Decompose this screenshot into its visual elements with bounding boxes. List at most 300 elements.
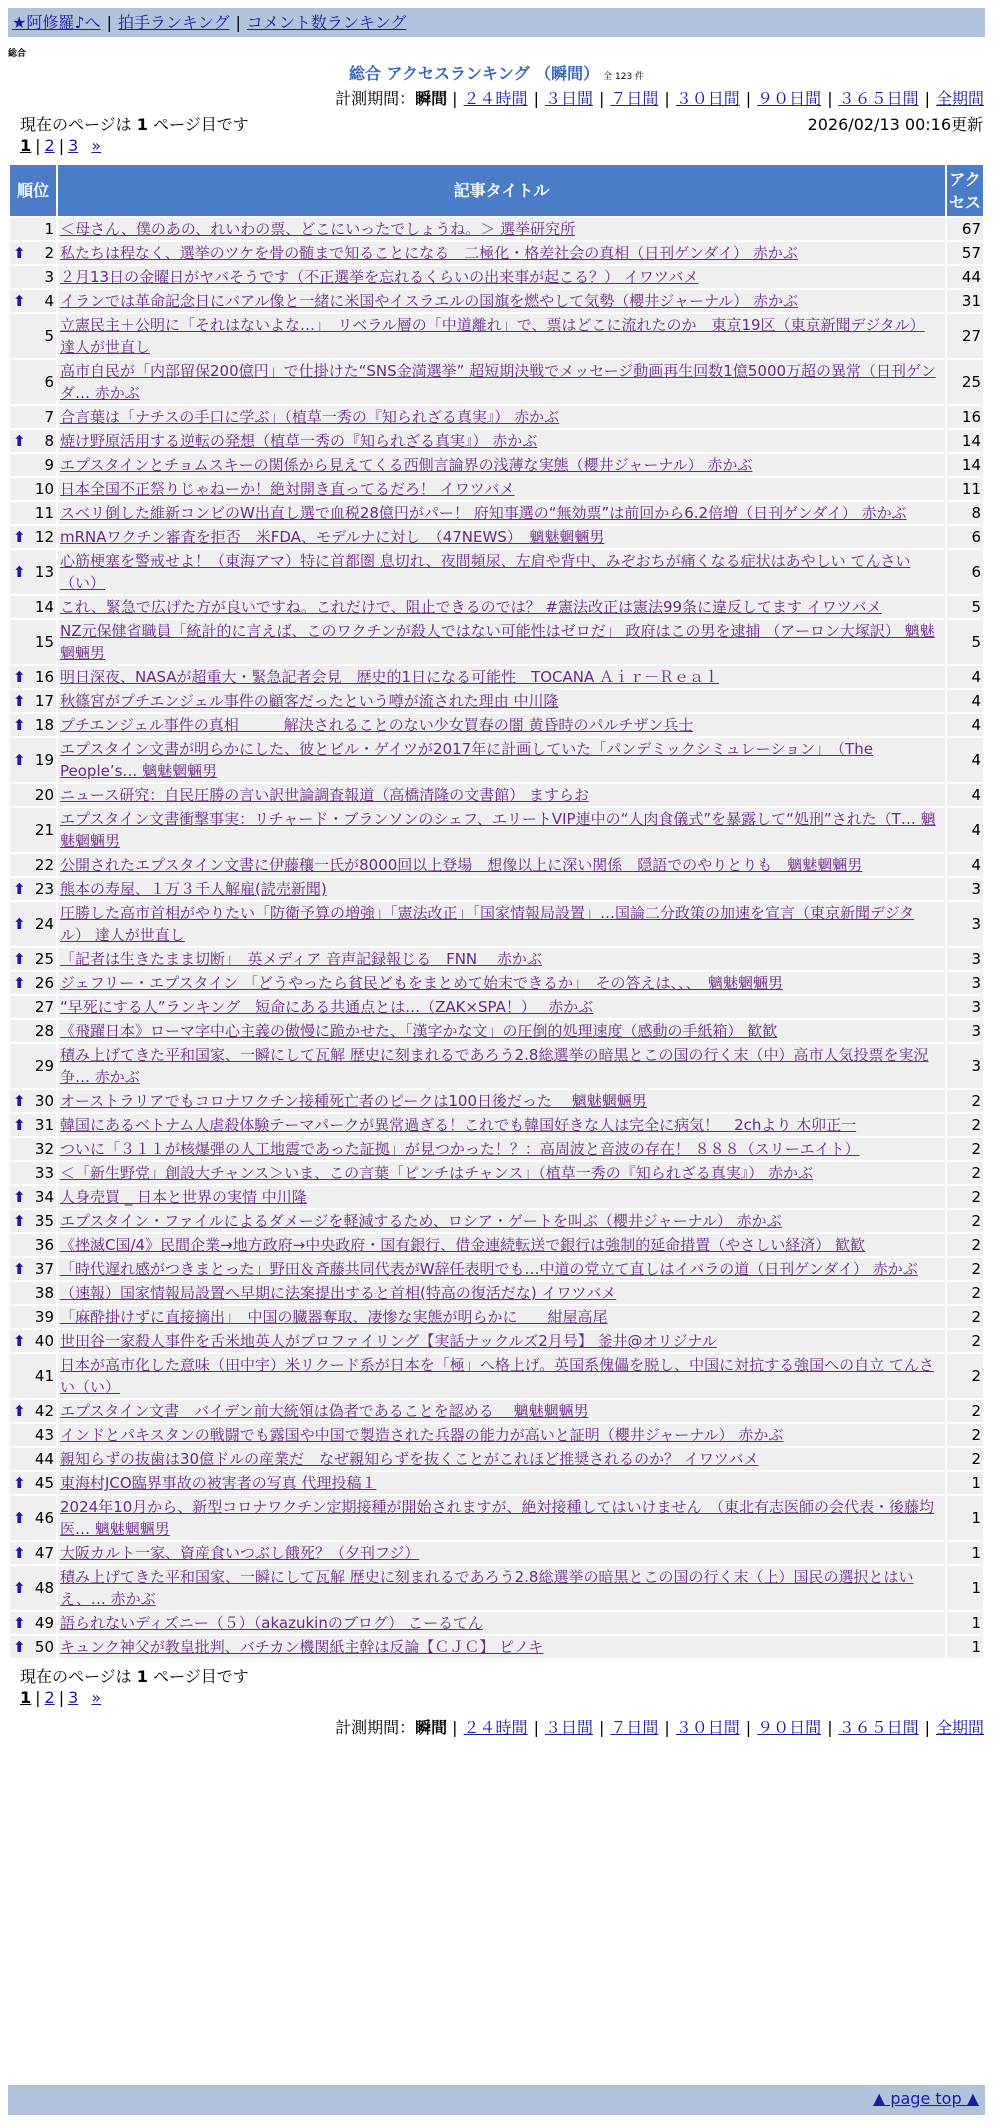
rank-number: 24 (34, 915, 54, 933)
article-link[interactable]: 積み上げてきた平和国家、一瞬にして瓦解 歴史に刻まれるであろう2.8総選挙の暗黒とこの国の行く末（中）高市人気投票を実況争… 赤かぶ (60, 1046, 929, 1086)
item-count: 全 123 件 (603, 72, 645, 82)
rank-number: 28 (34, 1022, 54, 1040)
article-link[interactable]: オーストラリアでもコロナワクチン接種死亡者のピークは100日後だった 魑魅魍魎男 (60, 1092, 647, 1110)
article-link[interactable]: ジェフリー・エプスタイン 「どうやったら貧民どもをまとめて始末できるか」 その答えは、、、 魑魅魍魎男 (60, 974, 783, 992)
pager-link-2[interactable]: 2 (44, 1688, 55, 1707)
rank-number: 35 (34, 1212, 54, 1230)
rank-cell (10, 1472, 56, 1494)
rank-cell (10, 1354, 56, 1398)
table-row (10, 550, 983, 594)
rank-number: 11 (34, 504, 54, 522)
rank-cell (10, 1612, 56, 1634)
current-page-number: 1 (136, 1667, 148, 1686)
table-row (10, 478, 983, 500)
table-row (10, 406, 983, 428)
title-cell (58, 478, 945, 500)
table-row (10, 1138, 983, 1160)
pager-link-2[interactable]: 2 (44, 136, 55, 155)
rank-number: 9 (44, 456, 54, 474)
title-cell (58, 808, 945, 852)
rank-number: 18 (34, 716, 54, 734)
pagination-bottom (20, 1688, 101, 1707)
title-cell (58, 1162, 945, 1184)
rank-up-arrow-icon: ⬆ (13, 1638, 26, 1656)
rank-number: 6 (44, 373, 54, 391)
table-row (10, 314, 983, 358)
article-link[interactable]: ＜「新生野党」創設大チャンス＞いま、この言葉「ピンチはチャンス」（植草一秀の『知られざる真実』） 赤かぶ (60, 1164, 813, 1182)
rank-up-arrow-icon: ⬆ (13, 432, 26, 450)
title-cell (58, 1090, 945, 1112)
table-row (10, 972, 983, 994)
period-link-90d[interactable]: ９０日間 (757, 1718, 822, 1737)
table-row (10, 902, 983, 946)
rank-number: 5 (44, 327, 54, 345)
rank-number: 48 (34, 1579, 54, 1597)
rank-up-arrow-icon: ⬆ (13, 563, 26, 581)
rank-cell (10, 666, 56, 688)
article-link[interactable]: 公開されたエプスタイン文書に伊藤穰一氏が8000回以上登場 想像以上に深い関係 隠語でのやりとりも 魑魅魍魎男 (60, 856, 863, 874)
current-page-number: 1 (136, 115, 148, 134)
period-link-24h[interactable]: ２４時間 (463, 1718, 528, 1737)
rank-number: 27 (34, 998, 54, 1016)
period-separator: | (827, 1718, 833, 1737)
title-cell (58, 878, 945, 900)
period-link-365d[interactable]: ３６５日間 (838, 1718, 919, 1737)
rank-up-arrow-icon: ⬆ (13, 716, 26, 734)
rank-number: 42 (34, 1402, 54, 1420)
rank-number: 39 (34, 1308, 54, 1326)
access-count: 3 (947, 948, 983, 970)
rank-up-arrow-icon: ⬆ (13, 950, 26, 968)
rank-number: 30 (34, 1092, 54, 1110)
access-count: 2 (947, 1258, 983, 1280)
title-cell (58, 784, 945, 806)
article-link[interactable]: これ、緊急で広げた方が良いですね。これだけで、阻止できるのでは？ #憲法改正は憲法99条に違反してます イワツバメ (60, 598, 882, 616)
title-cell (58, 1354, 945, 1398)
current-page-pre: 現在のページは (20, 115, 132, 134)
article-link[interactable]: 私たちは程なく、選挙のツケを骨の髄まで知ることになる 二極化・格差社会の真相（日刊ゲンダイ） 赤かぶ (60, 244, 798, 262)
table-row (10, 738, 983, 782)
article-link[interactable]: エプスタイン・ファイルによるダメージを軽減するため、ロシア・ゲートを叫ぶ（櫻井ジャーナル） 赤かぶ (60, 1212, 782, 1230)
page-top-link[interactable]: ▲ page top ▲ (872, 2089, 979, 2108)
title-cell (58, 1138, 945, 1160)
rank-number: 1 (44, 220, 54, 238)
header-rank: 順位 (10, 165, 56, 216)
table-row (10, 808, 983, 852)
table-row (10, 242, 983, 264)
title-cell (58, 972, 945, 994)
article-link[interactable]: ２月13日の金曜日がヤバそうです（不正選挙を忘れるくらいの出来事が起こる？） イワツバメ (60, 268, 699, 286)
page-title (0, 61, 993, 84)
period-link-24h[interactable]: ２４時間 (463, 89, 528, 108)
rank-number: 13 (34, 563, 54, 581)
article-link[interactable]: プチエンジェル事件の真相 解決されることのない少女買春の闇 黄昏時のパルチザン兵士 (60, 716, 694, 734)
rank-cell (10, 620, 56, 664)
pager-next[interactable]: » (91, 136, 102, 155)
title-cell (58, 1612, 945, 1634)
table-row (10, 1306, 983, 1328)
period-link-7d[interactable]: ７日間 (610, 1718, 659, 1737)
table-row (10, 1282, 983, 1304)
title-cell (58, 1186, 945, 1208)
rank-cell (10, 1496, 56, 1540)
article-link[interactable]: （速報）国家情報局設置へ早期に法案提出すると首相(特高の復活だな) イワツバメ (60, 1284, 617, 1302)
pager-link-3[interactable]: 3 (68, 136, 79, 155)
rank-number: 16 (34, 668, 54, 686)
rank-cell (10, 526, 56, 548)
rank-number: 47 (34, 1544, 54, 1562)
article-link[interactable]: 韓国にあるベトナム人虐殺体験テーマパークが異常過ぎる！これでも韓国好きな人は完全に病気！ 2chより 木卯正一 (60, 1116, 857, 1134)
title-cell (58, 1306, 945, 1328)
access-count: 6 (947, 526, 983, 548)
nav-separator: | (106, 13, 112, 32)
pagination-top (20, 136, 101, 155)
table-row (10, 690, 983, 712)
article-link[interactable]: 大阪カルト一家、資産食いつぶし餓死？（夕刊フジ） (60, 1544, 420, 1562)
table-row (10, 620, 983, 664)
rank-cell (10, 218, 56, 240)
article-link[interactable]: 東海村JCO臨界事故の被害者の写真 代理投稿１ (60, 1474, 377, 1492)
article-link[interactable]: ＜母さん、僕のあの、れいわの票、どこにいったでしょうね。＞ 選挙研究所 (60, 220, 576, 238)
rank-up-arrow-icon: ⬆ (13, 1579, 26, 1597)
rank-up-arrow-icon: ⬆ (13, 1188, 26, 1206)
rank-up-arrow-icon: ⬆ (13, 528, 26, 546)
article-link[interactable]: 親知らずの抜歯は30億ドルの産業だ なぜ親知らずを抜くことがこれほど推奨されるのか？ イワツバメ (60, 1450, 759, 1468)
rank-cell (10, 784, 56, 806)
rank-up-arrow-icon: ⬆ (13, 1402, 26, 1420)
article-link[interactable]: NZ元保健省職員「統計的に言えば、このワクチンが殺人ではない可能性はゼロだ」 政府はこの男を逮捕 （アーロン大塚訳） 魑魅魍魎男 (60, 622, 935, 662)
footer-bar (8, 2085, 985, 2115)
title-cell (58, 1636, 945, 1658)
period-link-3d[interactable]: ３日間 (544, 89, 593, 108)
current-page-post: ページ目です (153, 115, 249, 134)
rank-number: 46 (34, 1509, 54, 1527)
rank-cell (10, 948, 56, 970)
rank-up-arrow-icon: ⬆ (13, 915, 26, 933)
rank-cell (10, 242, 56, 264)
rank-up-arrow-icon: ⬆ (13, 974, 26, 992)
title-cell (58, 690, 945, 712)
period-separator: | (452, 1718, 458, 1737)
table-row (10, 1424, 983, 1446)
rank-number: 15 (34, 633, 54, 651)
period-separator: | (664, 89, 670, 108)
period-separator: | (452, 89, 458, 108)
rank-number: 10 (34, 480, 54, 498)
rank-up-arrow-icon: ⬆ (13, 668, 26, 686)
table-row (10, 878, 983, 900)
title-cell (58, 1566, 945, 1610)
article-link[interactable]: 圧勝した高市首相がやりたい「防衛予算の増強」「憲法改正」「国家情報局設置」…国論二分政策の加速を宣言（東京新聞デジタル） 達人が世直し (60, 904, 915, 944)
rank-cell (10, 1542, 56, 1564)
pager-next[interactable]: » (91, 1688, 102, 1707)
rank-number: 38 (34, 1284, 54, 1302)
rank-number: 3 (44, 268, 54, 286)
article-link[interactable]: 「時代遅れ感がつきまとった」野田＆斉藤共同代表がW辞任表明でも…中道の党立て直しはイバラの道（日刊ゲンダイ） 赤かぶ (60, 1260, 918, 1278)
table-row (10, 290, 983, 312)
table-row (10, 360, 983, 404)
table-row (10, 1114, 983, 1136)
period-link-30d[interactable]: ３０日間 (675, 89, 740, 108)
article-link[interactable]: 世田谷一家殺人事件を舌米地英人がプロファイリング【実話ナックルズ2月号】 釜井@オリジナル (60, 1332, 717, 1350)
rank-up-arrow-icon: ⬆ (13, 1116, 26, 1134)
title-cell (58, 1542, 945, 1564)
table-row (10, 714, 983, 736)
nav-link-asyura[interactable]: ★阿修羅♪へ (12, 13, 101, 32)
access-count: 14 (947, 430, 983, 452)
title-cell (58, 714, 945, 736)
period-link-90d[interactable]: ９０日間 (757, 89, 822, 108)
period-link-7d[interactable]: ７日間 (610, 89, 659, 108)
title-cell (58, 1234, 945, 1256)
title-cell (58, 666, 945, 688)
article-link[interactable]: 立憲民主＋公明に「それはないよな…」 リベラル層の「中道離れ」で、票はどこに流れたのか 東京19区（東京新聞デジタル） 達人が世直し (60, 316, 925, 356)
access-count: 2 (947, 1114, 983, 1136)
period-link-all[interactable]: 全期間 (935, 89, 984, 108)
access-count: 3 (947, 902, 983, 946)
access-count: 57 (947, 242, 983, 264)
access-count: 3 (947, 972, 983, 994)
nav-link-applause-ranking[interactable]: 拍手ランキング (117, 13, 230, 32)
table-row (10, 1258, 983, 1280)
article-link[interactable]: スベリ倒した維新コンビのW出直し選で血税28億円がパー！ 府知事選の“無効票”は前回から6.2倍増（日刊ゲンダイ） 赤かぶ (60, 504, 907, 522)
table-row (10, 526, 983, 548)
rank-cell (10, 478, 56, 500)
access-count: 3 (947, 878, 983, 900)
access-count: 1 (947, 1566, 983, 1610)
table-row (10, 1330, 983, 1352)
rank-number: 22 (34, 856, 54, 874)
period-separator: | (533, 1718, 539, 1737)
article-link[interactable]: 「記者は生きたまま切断」 英メディア 音声記録報じる FNN 赤かぶ (60, 950, 542, 968)
title-cell (58, 1330, 945, 1352)
article-link[interactable]: 《挫滅C国/4》民間企業→地方政府→中央政府・国有銀行、借金連続転送で銀行は強制的延命措置（やさしい経済） 歓歓 (60, 1236, 865, 1254)
table-row (10, 1186, 983, 1208)
rank-number: 50 (34, 1638, 54, 1656)
rank-up-arrow-icon: ⬆ (13, 244, 26, 262)
title-cell (58, 266, 945, 288)
table-row (10, 596, 983, 618)
table-row (10, 1020, 983, 1042)
table-header-row (10, 165, 983, 216)
pager-separator: | (35, 1688, 41, 1707)
period-selector-bottom (335, 1715, 985, 1738)
access-count: 2 (947, 1210, 983, 1232)
rank-up-arrow-icon: ⬆ (13, 880, 26, 898)
article-link[interactable]: エプスタイン文書衝撃事実：リチャード・ブランソンのシェフ、エリートVIP連中の“人肉食儀式”を暴露して“処刑”された（T… 魑魅魍魎男 (60, 810, 936, 850)
rank-cell (10, 1234, 56, 1256)
title-cell (58, 360, 945, 404)
current-page-post: ページ目です (153, 1667, 249, 1686)
current-page-info (20, 112, 249, 135)
table-row (10, 996, 983, 1018)
article-link[interactable]: エプスタインとチョムスキーの関係から見えてくる西側言論界の浅薄な実態（櫻井ジャーナル） 赤かぶ (60, 456, 753, 474)
access-count: 4 (947, 784, 983, 806)
rank-number: 7 (44, 408, 54, 426)
rank-cell (10, 996, 56, 1018)
rank-number: 43 (34, 1426, 54, 1444)
rank-up-arrow-icon: ⬆ (13, 1212, 26, 1230)
rank-number: 44 (34, 1450, 54, 1468)
rank-number: 34 (34, 1188, 54, 1206)
title-cell (58, 218, 945, 240)
title-cell (58, 1210, 945, 1232)
period-link-all[interactable]: 全期間 (935, 1718, 984, 1737)
article-link[interactable]: 日本が高市化した意味（田中宇）米リクード系が日本を「極」へ格上げ。英国系傀儡を脱し、中国に対抗する強国への自立 てんさい（い） (60, 1356, 934, 1396)
rank-cell (10, 902, 56, 946)
period-link-30d[interactable]: ３０日間 (675, 1718, 740, 1737)
rank-number: 21 (34, 821, 54, 839)
article-link[interactable]: ついに「３１１が核爆弾の人工地震であった証拠」が見つかった！？：高周波と音波の存在！ ８８８（スリーエイト） (60, 1140, 860, 1158)
title-cell (58, 430, 945, 452)
period-separator: | (745, 1718, 752, 1737)
period-label: 計測期間： (335, 1718, 416, 1737)
rank-up-arrow-icon: ⬆ (13, 692, 26, 710)
article-link[interactable]: 語られないディズニー（５）（akazukinのブログ） こーるてん (60, 1614, 483, 1632)
pager-current: 1 (20, 136, 32, 155)
rank-cell (10, 854, 56, 876)
access-count: 1 (947, 1612, 983, 1634)
access-count: 2 (947, 1138, 983, 1160)
rank-cell (10, 878, 56, 900)
article-link[interactable]: エプスタイン文書が明らかにした、彼とビル・ゲイツが2017年に計画していた「パンデミックシミュレーション」 （The People’s… 魑魅魍魎男 (60, 740, 873, 780)
title-cell (58, 738, 945, 782)
rank-number: 26 (34, 974, 54, 992)
access-count: 6 (947, 550, 983, 594)
rank-up-arrow-icon: ⬆ (13, 1332, 26, 1350)
access-count: 4 (947, 666, 983, 688)
table-row (10, 854, 983, 876)
rank-number: 4 (44, 292, 54, 310)
rank-up-arrow-icon: ⬆ (13, 1614, 26, 1632)
article-link[interactable]: 心筋梗塞を警戒せよ！（東海アマ）特に首都圏 息切れ、夜間頻尿、左肩や背中、みぞおちが痛くなる症状はあやしい てんさい（い） (60, 552, 911, 592)
period-link-3d[interactable]: ３日間 (544, 1718, 593, 1737)
table-row (10, 1496, 983, 1540)
article-link[interactable]: 「麻酔掛けずに直接摘出」 中国の臓器奪取、凄惨な実態が明らかに 紺屋高尾 (60, 1308, 608, 1326)
rank-number: 8 (44, 432, 54, 450)
table-row (10, 1612, 983, 1634)
article-link[interactable]: mRNAワクチン審査を拒否 米FDA、モデルナに対し （47NEWS） 魑魅魍魎男 (60, 528, 605, 546)
rank-number: 41 (34, 1367, 54, 1385)
access-count: 14 (947, 454, 983, 476)
nav-link-comment-ranking[interactable]: コメント数ランキング (246, 13, 407, 32)
title-cell (58, 1044, 945, 1088)
table-row (10, 1354, 983, 1398)
article-link[interactable]: 秋篠宮がプチエンジェル事件の顧客だったという噂が流された理由 中川隆 (60, 692, 559, 710)
article-link[interactable]: インドとパキスタンの戦闘でも露国や中国で製造された兵器の能力が高いと証明（櫻井ジャーナル） 赤かぶ (60, 1426, 784, 1444)
rank-number: 25 (34, 950, 54, 968)
pager-link-3[interactable]: 3 (68, 1688, 79, 1707)
rank-up-arrow-icon: ⬆ (13, 751, 26, 769)
title-cell (58, 1400, 945, 1422)
access-count: 3 (947, 1020, 983, 1042)
rank-cell (10, 406, 56, 428)
table-row (10, 784, 983, 806)
rank-cell (10, 1020, 56, 1042)
rank-cell (10, 690, 56, 712)
title-cell (58, 526, 945, 548)
access-count: 3 (947, 996, 983, 1018)
article-link[interactable]: 高市自民が「内部留保200億円」で仕掛けた“SNS金満選挙” 超短期決戦でメッセージ動画再生回数1億5000万超の異常（日刊ゲンダ… 赤かぶ (60, 362, 936, 402)
table-row (10, 1400, 983, 1422)
article-link[interactable]: イランでは革命記念日にバアル像と一緒に米国やイスラエルの国旗を燃やして気勢（櫻井ジャーナル） 赤かぶ (60, 292, 798, 310)
rank-number: 31 (34, 1116, 54, 1134)
article-link[interactable]: ニュース研究：自民圧勝の言い訳世論調査報道（高橋清隆の文書館） ますらお (60, 786, 590, 804)
rank-up-arrow-icon: ⬆ (13, 292, 26, 310)
rank-cell (10, 808, 56, 852)
title-cell (58, 1258, 945, 1280)
title-cell (58, 1020, 945, 1042)
rank-up-arrow-icon: ⬆ (13, 1509, 26, 1527)
article-link[interactable]: 日本全国不正祭りじゃねーか！絶対開き直ってるだろ！ イワツバメ (60, 480, 515, 498)
table-row (10, 666, 983, 688)
access-count: 2 (947, 1234, 983, 1256)
access-count: 2 (947, 1330, 983, 1352)
table-row (10, 948, 983, 970)
access-count: 2 (947, 1090, 983, 1112)
current-page-pre: 現在のページは (20, 1667, 132, 1686)
title-cell (58, 1424, 945, 1446)
rank-cell (10, 1186, 56, 1208)
article-link[interactable]: 焼け野原活用する逆転の発想（植草一秀の『知られざる真実』） 赤かぶ (60, 432, 538, 450)
updated-timestamp: 2026/02/13 00:16更新 (807, 115, 983, 134)
period-separator: | (827, 89, 833, 108)
table-row (10, 1448, 983, 1470)
rank-cell (10, 454, 56, 476)
table-row (10, 1162, 983, 1184)
article-link[interactable]: “早死にする人”ランキング 短命にある共通点とは…（ZAK×SPA！） 赤かぶ (60, 998, 594, 1016)
access-count: 2 (947, 1162, 983, 1184)
table-row (10, 1090, 983, 1112)
rank-cell (10, 1162, 56, 1184)
access-count: 4 (947, 690, 983, 712)
rank-cell (10, 738, 56, 782)
article-link[interactable]: 《飛躍日本》ローマ字中心主義の傲慢に跪かせた、「漢字かな文」の圧倒的処理速度（感動の手紙箱） 歓歓 (60, 1022, 778, 1040)
title-cell (58, 902, 945, 946)
rank-cell (10, 1330, 56, 1352)
access-count: 2 (947, 1186, 983, 1208)
access-count: 4 (947, 808, 983, 852)
table-row (10, 1566, 983, 1610)
period-link-365d[interactable]: ３６５日間 (838, 89, 919, 108)
title-cell (58, 854, 945, 876)
rank-number: 36 (34, 1236, 54, 1254)
access-count: 2 (947, 1306, 983, 1328)
rank-cell (10, 1258, 56, 1280)
article-link[interactable]: 人身売買 _ 日本と世界の実情 中川隆 (60, 1188, 307, 1206)
access-count: 1 (947, 1472, 983, 1494)
rank-number: 45 (34, 1474, 54, 1492)
article-link[interactable]: キュンク神父が教皇批判、バチカン機関紙主幹は反論【ＣＪＣ】 ピノキ (60, 1638, 544, 1656)
period-separator: | (924, 89, 930, 108)
rank-cell (10, 1090, 56, 1112)
access-count: 4 (947, 854, 983, 876)
access-count: 44 (947, 266, 983, 288)
header-access: アクセス (947, 165, 983, 216)
access-count: 5 (947, 620, 983, 664)
article-link[interactable]: エプスタイン文書 バイデン前大統領は偽者であることを認める 魑魅魍魎男 (60, 1402, 589, 1420)
article-link[interactable]: 熊本の寿屋、１万３千人解雇(読売新聞) (60, 880, 327, 898)
top-navigation-bar (8, 8, 985, 37)
access-count: 27 (947, 314, 983, 358)
table-row (10, 218, 983, 240)
rank-number: 29 (34, 1057, 54, 1075)
article-link[interactable]: 積み上げてきた平和国家、一瞬にして瓦解 歴史に刻まれるであろう2.8総選挙の暗黒とこの国の行く末（上）国民の選択とはいえ、… 赤かぶ (60, 1568, 914, 1608)
article-link[interactable]: 明日深夜、NASAが超重大・緊急記者会見 歴史的1日になる可能性 TOCANA Ａｉｒ－Ｒｅａｌ (60, 668, 720, 686)
access-count: 1 (947, 1636, 983, 1658)
article-link[interactable]: 2024年10月から、新型コロナワクチン定期接種が開始されますが、絶対接種してはいけません （東北有志医師の会代表・後藤均医… 魑魅魍魎男 (60, 1498, 935, 1538)
article-link[interactable]: 合言葉は「ナチスの手口に学ぶ」（植草一秀の『知られざる真実』） 赤かぶ (60, 408, 560, 426)
